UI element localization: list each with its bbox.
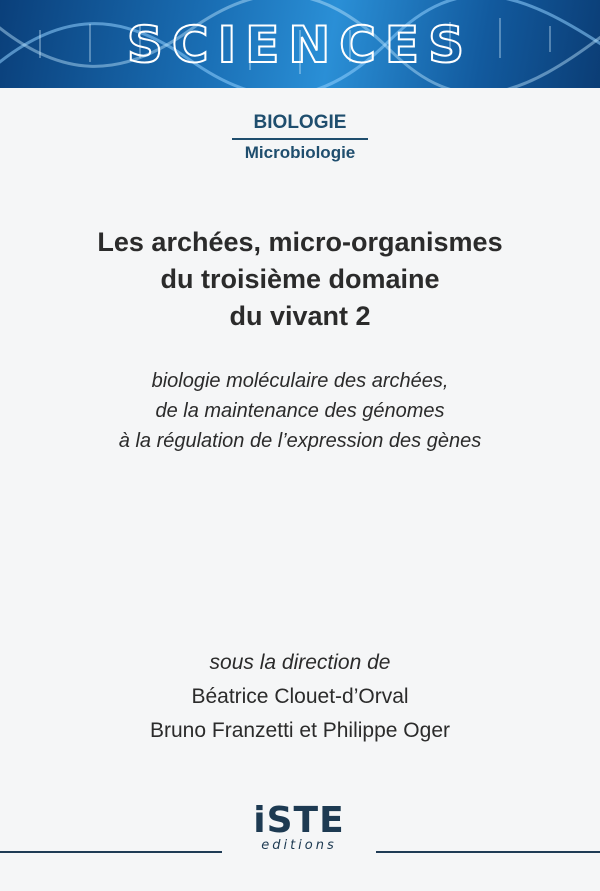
publisher-logo-sub: editions	[261, 838, 337, 853]
footer-rule-right	[376, 851, 600, 853]
editor-line: Béatrice Clouet-d’Orval	[191, 685, 409, 708]
book-subtitle-line: de la maintenance des génomes	[155, 400, 445, 422]
editors-lead: sous la direction de	[209, 651, 391, 674]
book-title-line: du vivant 2	[229, 301, 371, 331]
editors-block	[0, 646, 600, 748]
category-sub: Microbiologie	[244, 143, 356, 162]
editor-line: Bruno Franzetti et Philippe Oger	[150, 719, 450, 742]
category-block	[0, 112, 600, 163]
book-subtitle	[0, 366, 600, 456]
series-title: SCIENCES	[126, 16, 474, 74]
series-banner	[0, 0, 600, 88]
publisher-logo	[222, 800, 376, 860]
book-title	[0, 224, 600, 335]
publisher-logo-mark: iSTE	[253, 800, 345, 841]
footer-rule-left	[0, 851, 222, 853]
book-subtitle-line: à la régulation de l’expression des gènes	[118, 430, 482, 452]
category-main: BIOLOGIE	[232, 112, 369, 140]
book-subtitle-line: biologie moléculaire des archées,	[151, 370, 449, 392]
book-title-line: Les archées, micro-organismes	[97, 227, 503, 257]
book-title-line: du troisième domaine	[160, 264, 440, 294]
